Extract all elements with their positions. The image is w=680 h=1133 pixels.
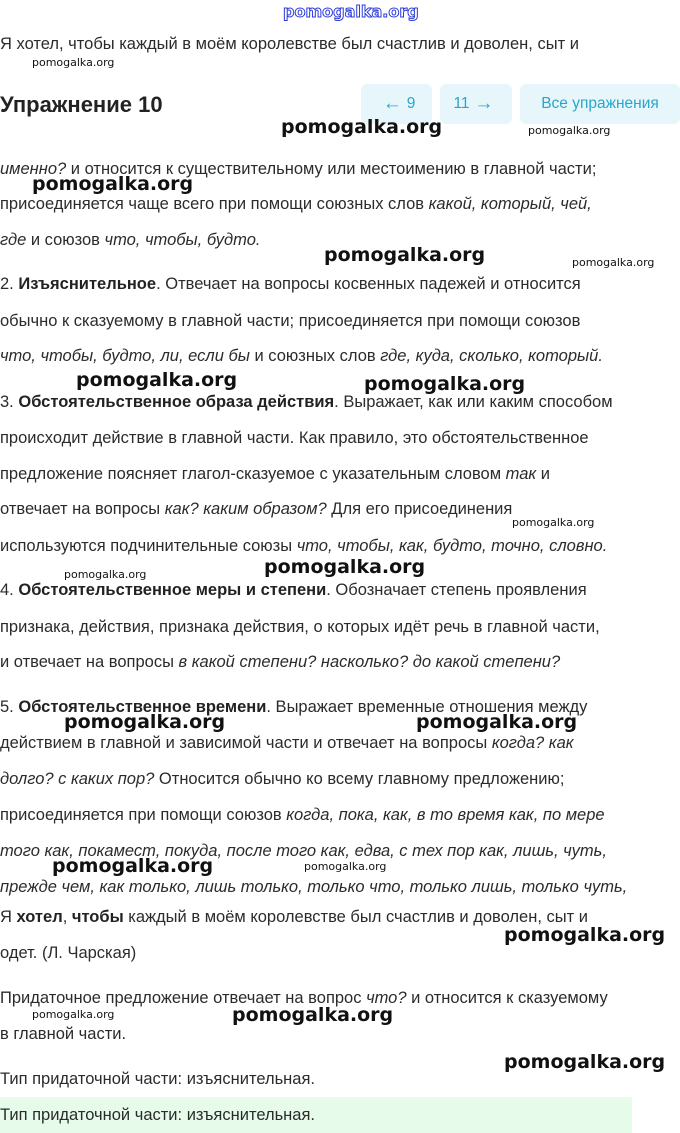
text-line: предложение поясняет глагол-сказуемое с указательным словом так и (0, 465, 550, 483)
watermark: pomogalka.org (512, 516, 595, 529)
explanation-line: в главной части. (0, 1025, 127, 1043)
arrow-right-icon: → (474, 93, 494, 114)
site-watermark-top: pomogalka.org (283, 2, 419, 21)
page-title: Упражнение 10 (0, 92, 163, 117)
text-line: действием в главной и зависимой части и отвечает на вопросы когда? как (0, 734, 574, 752)
watermark: pomogalka.org (504, 1051, 666, 1073)
watermark: pomogalka.org (504, 924, 666, 946)
watermark: pomogalka.org (32, 1008, 115, 1021)
term: Изъяснительное (18, 275, 157, 293)
all-exercises-button[interactable] (520, 84, 680, 124)
text-line: что, чтобы, будто, ли, если бы и союзных слов где, куда, сколько, который. (0, 347, 603, 365)
next-exercise-button[interactable] (440, 84, 512, 124)
answer-highlighted-text: Тип придаточной части: изъяснительная. (0, 1106, 315, 1124)
arrow-left-icon: ← (382, 93, 402, 114)
watermark: pomogalka.org (32, 56, 115, 69)
text-line: долго? с каких пор? Относится обычно ко всему главному предложению; (0, 770, 565, 788)
term: Обстоятельственное времени (18, 698, 267, 716)
text-line: 3. Обстоятельственное образа действия. Выражает, как или каким способом (0, 393, 613, 411)
text-line: отвечает на вопросы как? каким образом? Для его присоединения (0, 500, 513, 518)
watermark: pomogalka.org (572, 256, 655, 269)
text-line: обычно к сказуемому в главной части; присоединяется при помощи союзов (0, 312, 581, 330)
term: Обстоятельственное образа действия (18, 393, 335, 411)
text-line: где и союзов что, чтобы, будто. (0, 231, 261, 249)
watermark: pomogalka.org (364, 373, 526, 395)
answer-text: Тип придаточной части: изъяснительная. (0, 1070, 315, 1088)
example-sentence: Я хотел, чтобы каждый в моём королевстве был счастлив и доволен, сыт и (0, 908, 588, 926)
text-line: присоединяется чаще всего при помощи союзных слов какой, который, чей, (0, 195, 592, 213)
watermark: pomogalka.org (52, 855, 214, 877)
text-line: того как, покамест, покуда, после того как, едва, с тех пор как, лишь, чуть, (0, 842, 607, 860)
text-line: именно? и относится к существительному или местоимению в главной части; (0, 160, 597, 178)
text-line: и отвечает на вопросы в какой степени? насколько? до какой степени? (0, 653, 561, 671)
watermark: pomogalka.org (528, 124, 611, 137)
top-line: Я хотел, чтобы каждый в моём королевстве был счастлив и доволен, сыт и (0, 35, 579, 53)
all-exercises-label: Все упражнения (541, 95, 659, 112)
text-line: прежде чем, как только, лишь только, только что, только лишь, только чуть, (0, 878, 628, 896)
watermark: pomogalka.org (64, 568, 147, 581)
watermark: pomogalka.org (281, 116, 443, 138)
text-line: происходит действие в главной части. Как правило, это обстоятельственное (0, 429, 589, 447)
term: Обстоятельственное меры и степени (18, 581, 327, 599)
text-line: признака, действия, признака действия, о которых идёт речь в главной части, (0, 618, 600, 636)
watermark: pomogalka.org (32, 173, 194, 195)
explanation-line: Придаточное предложение отвечает на вопрос что? и относится к сказуемому (0, 989, 608, 1007)
next-exercise-label: 11 (453, 95, 470, 112)
watermark: pomogalka.org (324, 244, 486, 266)
text-line: 2. Изъяснительное. Отвечает на вопросы косвенных падежей и относится (0, 275, 581, 293)
text-line: 4. Обстоятельственное меры и степени. Обозначает степень проявления (0, 581, 587, 599)
watermark: pomogalka.org (76, 369, 238, 391)
prev-exercise-label: 9 (406, 95, 416, 112)
watermark: pomogalka.org (416, 711, 578, 733)
watermark: pomogalka.org (64, 711, 226, 733)
text-line: используются подчинительные союзы что, чтобы, как, будто, точно, словно. (0, 537, 608, 555)
text-line: 5. Обстоятельственное времени. Выражает временные отношения между (0, 698, 588, 716)
watermark: pomogalka.org (232, 1004, 394, 1026)
example-sentence-line2: одет. (Л. Чарская) (0, 944, 137, 962)
watermark: pomogalka.org (264, 556, 426, 578)
text-line: присоединяется при помощи союзов когда, пока, как, в то время как, по мере (0, 806, 605, 824)
watermark: pomogalka.org (304, 860, 387, 873)
